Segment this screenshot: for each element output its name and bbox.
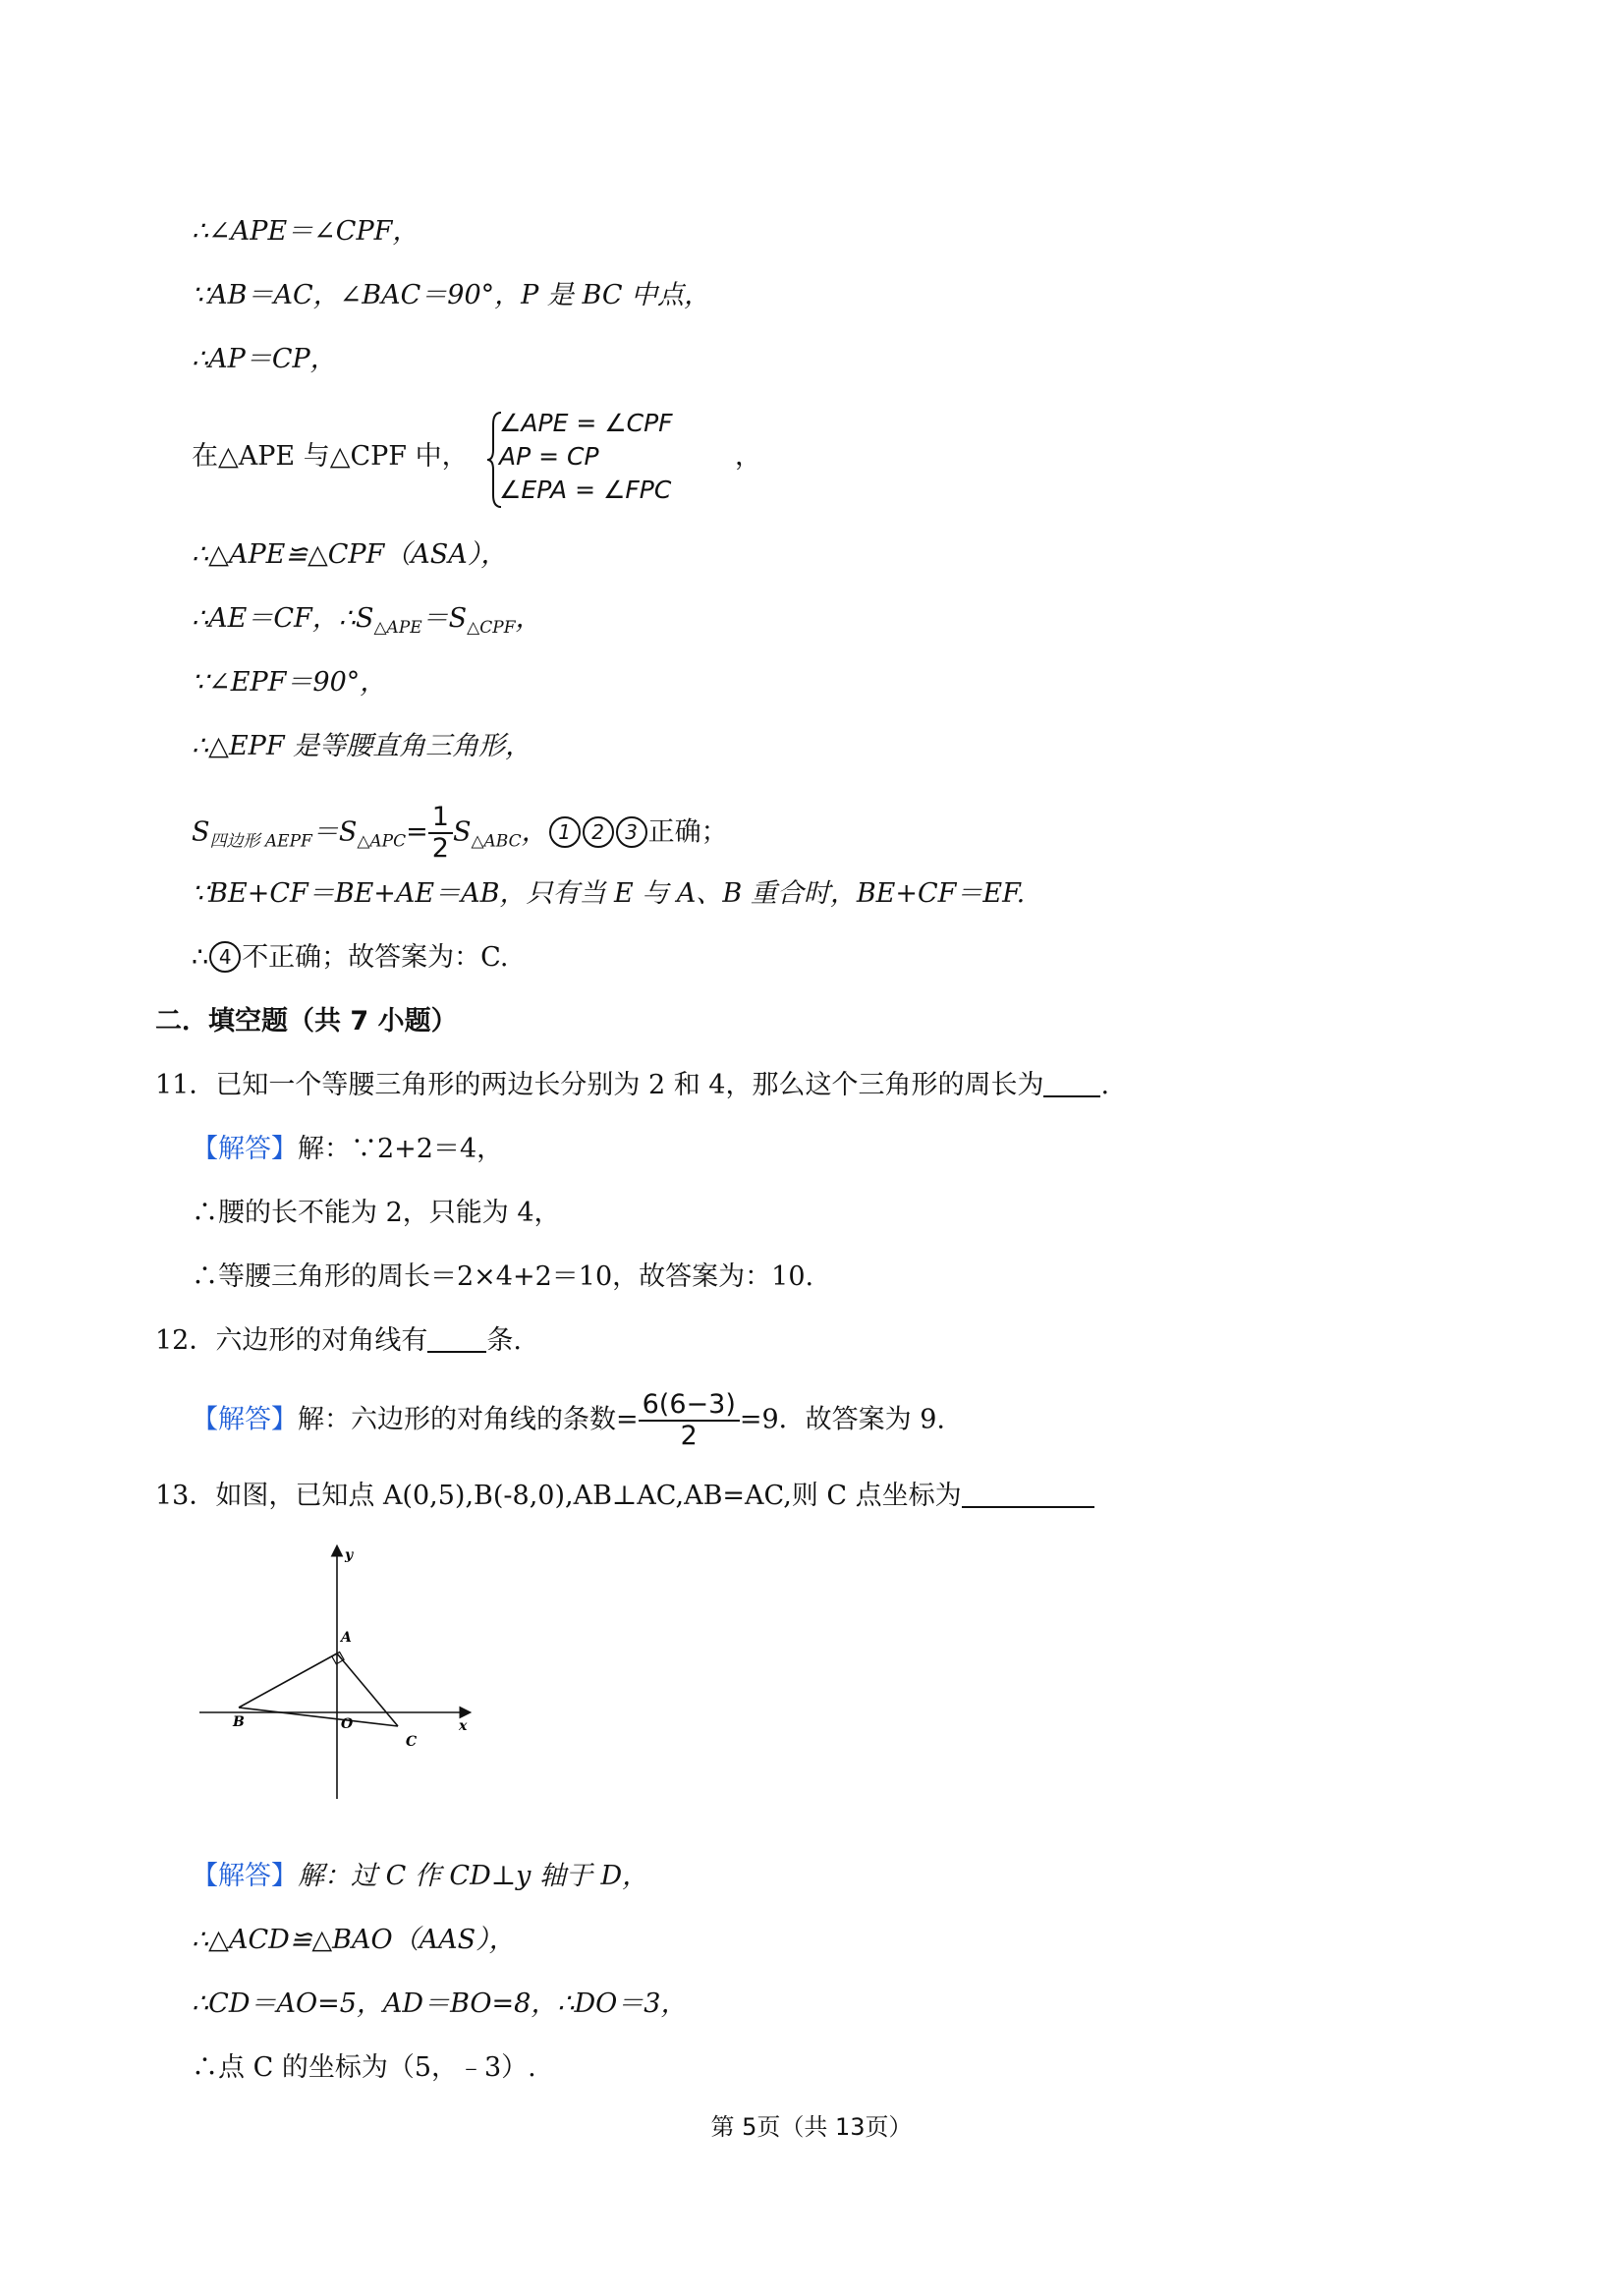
label-x: x bbox=[459, 1718, 468, 1734]
label-y: y bbox=[345, 1547, 354, 1563]
answer-11-line-1: 【解答】解：∵2+2＝4， bbox=[192, 1134, 504, 1164]
page-footer: 第 5页（共 13页） bbox=[710, 2113, 913, 2141]
line-1: ∴∠APE＝∠CPF， bbox=[192, 216, 420, 247]
line-8: ∴△EPF 是等腰直角三角形， bbox=[192, 731, 532, 761]
answer-13-line-4: ∴点 C 的坐标为（5，﹣3）. bbox=[192, 2052, 536, 2083]
circled-number: 4 bbox=[209, 941, 241, 973]
answer-blank bbox=[427, 1325, 486, 1353]
line-6-e: ， bbox=[515, 603, 542, 634]
answer-11-line-3: ∴等腰三角形的周长＝2×4+2＝10，故答案为：10. bbox=[192, 1261, 814, 1292]
system-row-2: AP = CP bbox=[499, 442, 599, 471]
answer-blank bbox=[1043, 1070, 1100, 1097]
question-12: 12．六边形的对角线有 条. bbox=[155, 1325, 522, 1356]
circled-number: 1 bbox=[549, 816, 581, 848]
line-11: ∴ 4 不正确；故答案为：C. bbox=[192, 942, 509, 973]
section-heading: 二．填空题（共 7 小题） bbox=[155, 1006, 458, 1036]
equation-system bbox=[499, 407, 673, 507]
label-c: C bbox=[406, 1734, 418, 1750]
segment-ac bbox=[337, 1653, 398, 1726]
label-o: O bbox=[341, 1716, 354, 1732]
line-9-equals: = bbox=[406, 816, 428, 848]
answer-13-line-1: 【解答】解：过 C 作 CD⊥y 轴于 D， bbox=[192, 1861, 649, 1891]
question-11: 11．已知一个等腰三角形的两边长分别为 2 和 4，那么这个三角形的周长为 . bbox=[155, 1070, 1110, 1100]
line-9-i: 正确； bbox=[647, 816, 728, 848]
coordinate-figure bbox=[192, 1538, 486, 1808]
line-7: ∵∠EPF＝90°， bbox=[192, 667, 387, 698]
answer-tag: 【解答】 bbox=[192, 1404, 298, 1435]
line-9-sub-1: 四边形 AEPF bbox=[209, 831, 312, 852]
line-9-c: ＝S bbox=[311, 816, 358, 848]
line-6-a: ∴AE＝CF，∴S bbox=[192, 603, 374, 634]
line-9-f: S bbox=[452, 816, 472, 848]
line-4-suffix: ， bbox=[735, 441, 761, 472]
answer-tag: 【解答】 bbox=[192, 1861, 298, 1891]
line-3: ∴AP＝CP， bbox=[192, 344, 337, 374]
line-9 bbox=[192, 803, 728, 864]
label-a: A bbox=[341, 1630, 352, 1646]
answer-11-line-2: ∴腰的长不能为 2，只能为 4， bbox=[192, 1198, 561, 1228]
answer-13-line-3: ∴CD＝AO=5，AD＝BO=8，∴DO＝3， bbox=[192, 1988, 688, 2019]
fraction: $\frac{6(6-3)}{2}$ bbox=[639, 1390, 740, 1451]
line-9-h: ， bbox=[521, 816, 548, 848]
segment-bc bbox=[239, 1708, 398, 1726]
line-6-sub-2: △CPF bbox=[467, 618, 516, 638]
line-9-sub-2: △APC bbox=[357, 831, 407, 852]
circled-number: 2 bbox=[583, 816, 614, 848]
question-13: 13．如图，已知点 A(0,5),B(-8,0),AB⊥AC,AB=AC,则 C 点坐标为 bbox=[155, 1477, 1094, 1516]
answer-12: 【解答】解：六边形的对角线的条数= $\frac{6(6-3)}{2}$ =9．故答案为 9. bbox=[192, 1389, 946, 1451]
answer-13-line-2: ∴△ACD≌△BAO（AAS）， bbox=[192, 1925, 516, 1955]
line-9-sub-3: △ABC bbox=[471, 831, 522, 852]
line-2: ∵AB＝AC，∠BAC＝90°，P 是 BC 中点， bbox=[192, 280, 711, 310]
answer-tag: 【解答】 bbox=[192, 1134, 298, 1164]
answer-blank bbox=[962, 1481, 1094, 1508]
line-6-c: ＝S bbox=[421, 603, 468, 634]
segment-ab bbox=[239, 1653, 337, 1708]
system-row-3: ∠EPA = ∠FPC bbox=[499, 476, 672, 504]
circled-number: 3 bbox=[616, 816, 647, 848]
fraction-half: $\frac{1}{2}$ bbox=[428, 803, 453, 864]
line-9-a: S bbox=[192, 816, 210, 848]
label-b: B bbox=[233, 1714, 245, 1730]
system-row-1: ∠APE = ∠CPF bbox=[499, 409, 673, 437]
line-6-sub-1: △APE bbox=[373, 618, 422, 638]
line-4-prefix: 在△APE 与△CPF 中， bbox=[192, 441, 469, 472]
line-10: ∵BE+CF＝BE+AE＝AB，只有当 E 与 A、B 重合时，BE+CF＝EF. bbox=[192, 878, 1026, 909]
line-6 bbox=[192, 599, 542, 647]
line-5: ∴△APE≌△CPF（ASA）， bbox=[192, 539, 508, 570]
